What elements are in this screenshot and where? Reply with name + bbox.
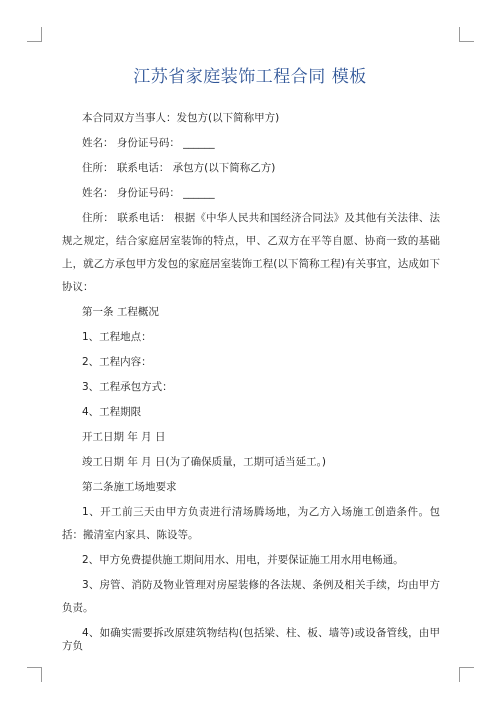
paragraph-project-content: 2、工程内容：: [82, 356, 152, 368]
paragraph-legal-basis: 住所： 联系电话： 根据《中华人民共和国经济合同法》及其他有关法律、法规之规定，结合家庭居室装饰的特点，甲、乙双方在平等自愿、协商一致的基础上，就乙方承包甲方发包的家庭居室装饰工程(以下简称工程)有关事宜，达成如下协议：: [62, 212, 440, 293]
document-body: [62, 112, 440, 665]
paragraph-parties-intro: 本合同双方当事人：发包方(以下简称甲方): [82, 112, 280, 124]
paragraph-water-electricity: 2、甲方免费提供施工期间用水、用电，并要保证施工用水用电畅通。: [82, 554, 404, 566]
crop-mark-bottom-left: [27, 667, 42, 682]
crop-mark-bottom-right: [459, 667, 474, 682]
paragraph-structure-changes: 4、如确实需要拆改原建筑物结构(包括梁、柱、板、墙等)或设备管线，由甲方负: [62, 627, 440, 652]
paragraph-start-date: 开工日期 年 月 日: [82, 431, 166, 443]
paragraph-completion-date: 竣工日期 年 月 日(为了确保质量，工期可适当延工。): [82, 456, 326, 468]
paragraph-contract-method: 3、工程承包方式：: [82, 381, 173, 393]
paragraph-project-period: 4、工程期限: [82, 406, 142, 418]
paragraph-article-2-heading: 第二条施工场地要求: [82, 481, 177, 493]
paragraph-site-clearing: 1、开工前三天由甲方负责进行清场腾场地，为乙方入场施工创造条件。包括：搬清室内家具、陈设等。: [62, 506, 440, 541]
paragraph-party-b-name: 姓名： 身份证号码： ______: [82, 187, 215, 199]
paragraph-regulations: 3、房管、消防及物业管理对房屋装修的各法规、条例及相关手续，均由甲方负责。: [62, 579, 440, 614]
paragraph-party-a-name: 姓名： 身份证号码： ______: [82, 137, 215, 149]
paragraph-article-1-heading: 第一条 工程概况: [82, 306, 159, 318]
paragraph-party-a-address: 住所： 联系电话： 承包方(以下简称乙方): [82, 162, 276, 174]
document-title: 江苏省家庭装饰工程合同 模板: [133, 67, 367, 87]
crop-mark-top-left: [27, 27, 42, 42]
paragraph-project-location: 1、工程地点：: [82, 331, 152, 343]
crop-mark-top-right: [459, 27, 474, 42]
